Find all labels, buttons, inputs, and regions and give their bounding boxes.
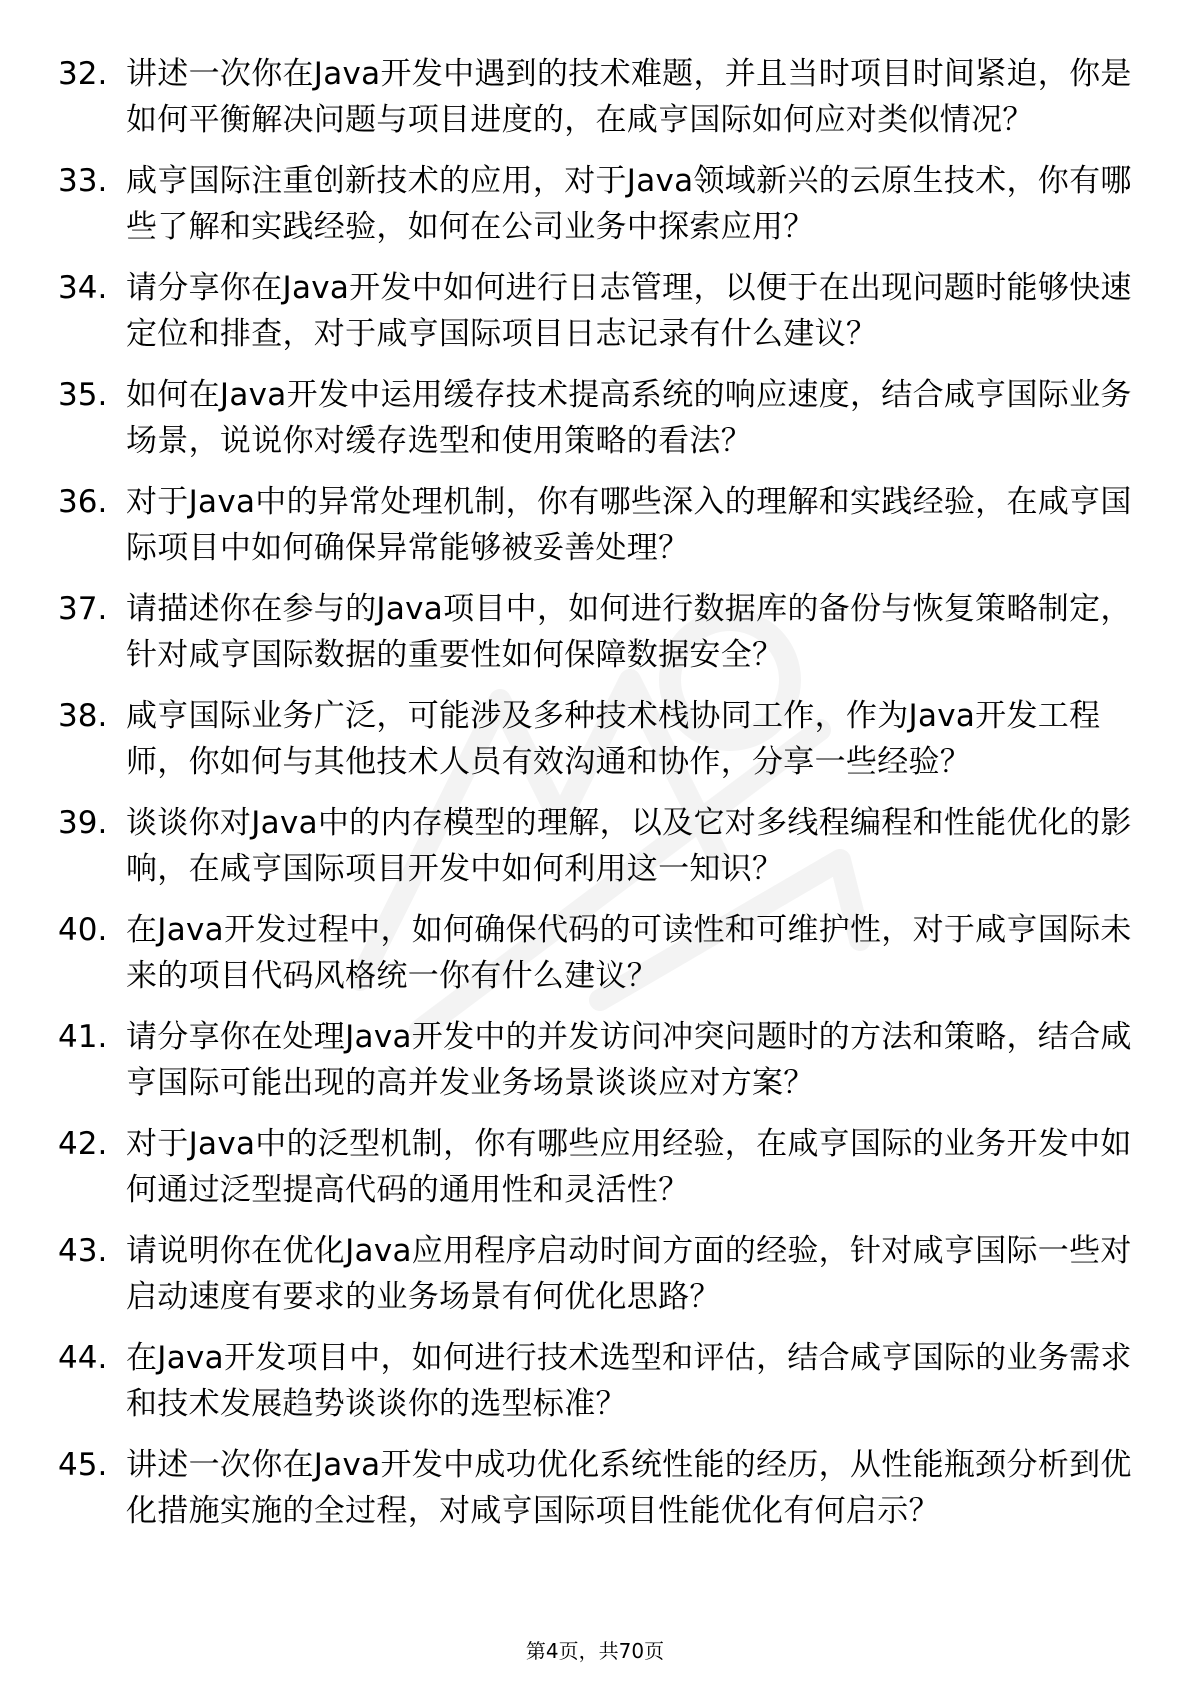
question-item <box>58 373 1138 464</box>
question-text: 在Java开发过程中，如何确保代码的可读性和可维护性，对于咸亨国际未来的项目代码风格统一你有什么建议？ <box>126 912 1132 994</box>
question-item <box>58 908 1138 999</box>
question-item <box>58 1122 1138 1213</box>
question-item <box>58 159 1138 250</box>
question-text: 请描述你在参与的Java项目中，如何进行数据库的备份与恢复策略制定，针对咸亨国际数据的重要性如何保障数据安全？ <box>126 591 1132 673</box>
question-text: 在Java开发项目中，如何进行技术选型和评估，结合咸亨国际的业务需求和技术发展趋势谈谈你的选型标准？ <box>126 1340 1132 1422</box>
question-text: 讲述一次你在Java开发中遇到的技术难题，并且当时项目时间紧迫，你是如何平衡解决问题与项目进度的，在咸亨国际如何应对类似情况？ <box>126 56 1132 138</box>
question-item <box>58 694 1138 785</box>
question-text: 如何在Java开发中运用缓存技术提高系统的响应速度，结合咸亨国际业务场景，说说你对缓存选型和使用策略的看法？ <box>126 377 1132 459</box>
question-item <box>58 1015 1138 1106</box>
question-number: 41. <box>58 1019 108 1055</box>
question-text: 请分享你在Java开发中如何进行日志管理，以便于在出现问题时能够快速定位和排查，对于咸亨国际项目日志记录有什么建议？ <box>126 270 1132 352</box>
page-footer <box>0 1638 1190 1664</box>
question-text: 请说明你在优化Java应用程序启动时间方面的经验，针对咸亨国际一些对启动速度有要求的业务场景有何优化思路？ <box>126 1233 1132 1315</box>
question-number: 42. <box>58 1126 108 1162</box>
question-item <box>58 1336 1138 1427</box>
question-text: 对于Java中的泛型机制，你有哪些应用经验，在咸亨国际的业务开发中如何通过泛型提高代码的通用性和灵活性？ <box>126 1126 1132 1208</box>
question-text: 咸亨国际业务广泛，可能涉及多种技术栈协同工作，作为Java开发工程师，你如何与其他技术人员有效沟通和协作，分享一些经验？ <box>126 698 1101 780</box>
question-number: 37. <box>58 591 108 627</box>
question-item <box>58 480 1138 571</box>
question-number: 45. <box>58 1447 108 1483</box>
question-list <box>58 52 1138 1550</box>
page-number-label: 第4页，共70页 <box>525 1639 665 1663</box>
question-number: 43. <box>58 1233 108 1269</box>
question-item <box>58 52 1138 143</box>
question-text: 请分享你在处理Java开发中的并发访问冲突问题时的方法和策略，结合咸亨国际可能出现的高并发业务场景谈谈应对方案？ <box>126 1019 1132 1101</box>
question-text: 咸亨国际注重创新技术的应用，对于Java领域新兴的云原生技术，你有哪些了解和实践经验，如何在公司业务中探索应用？ <box>126 163 1132 245</box>
question-number: 32. <box>58 56 108 92</box>
question-text: 对于Java中的异常处理机制，你有哪些深入的理解和实践经验，在咸亨国际项目中如何确保异常能够被妥善处理？ <box>126 484 1132 566</box>
question-number: 35. <box>58 377 108 413</box>
question-number: 44. <box>58 1340 108 1376</box>
question-item <box>58 266 1138 357</box>
question-item <box>58 1229 1138 1320</box>
question-number: 33. <box>58 163 108 199</box>
question-item <box>58 801 1138 892</box>
question-number: 38. <box>58 698 108 734</box>
question-text: 谈谈你对Java中的内存模型的理解，以及它对多线程编程和性能优化的影响，在咸亨国际项目开发中如何利用这一知识？ <box>126 805 1132 887</box>
question-number: 39. <box>58 805 108 841</box>
question-number: 34. <box>58 270 108 306</box>
question-item <box>58 587 1138 678</box>
question-item <box>58 1443 1138 1534</box>
question-text: 讲述一次你在Java开发中成功优化系统性能的经历，从性能瓶颈分析到优化措施实施的全过程，对咸亨国际项目性能优化有何启示？ <box>126 1447 1132 1529</box>
question-number: 36. <box>58 484 108 520</box>
question-number: 40. <box>58 912 108 948</box>
